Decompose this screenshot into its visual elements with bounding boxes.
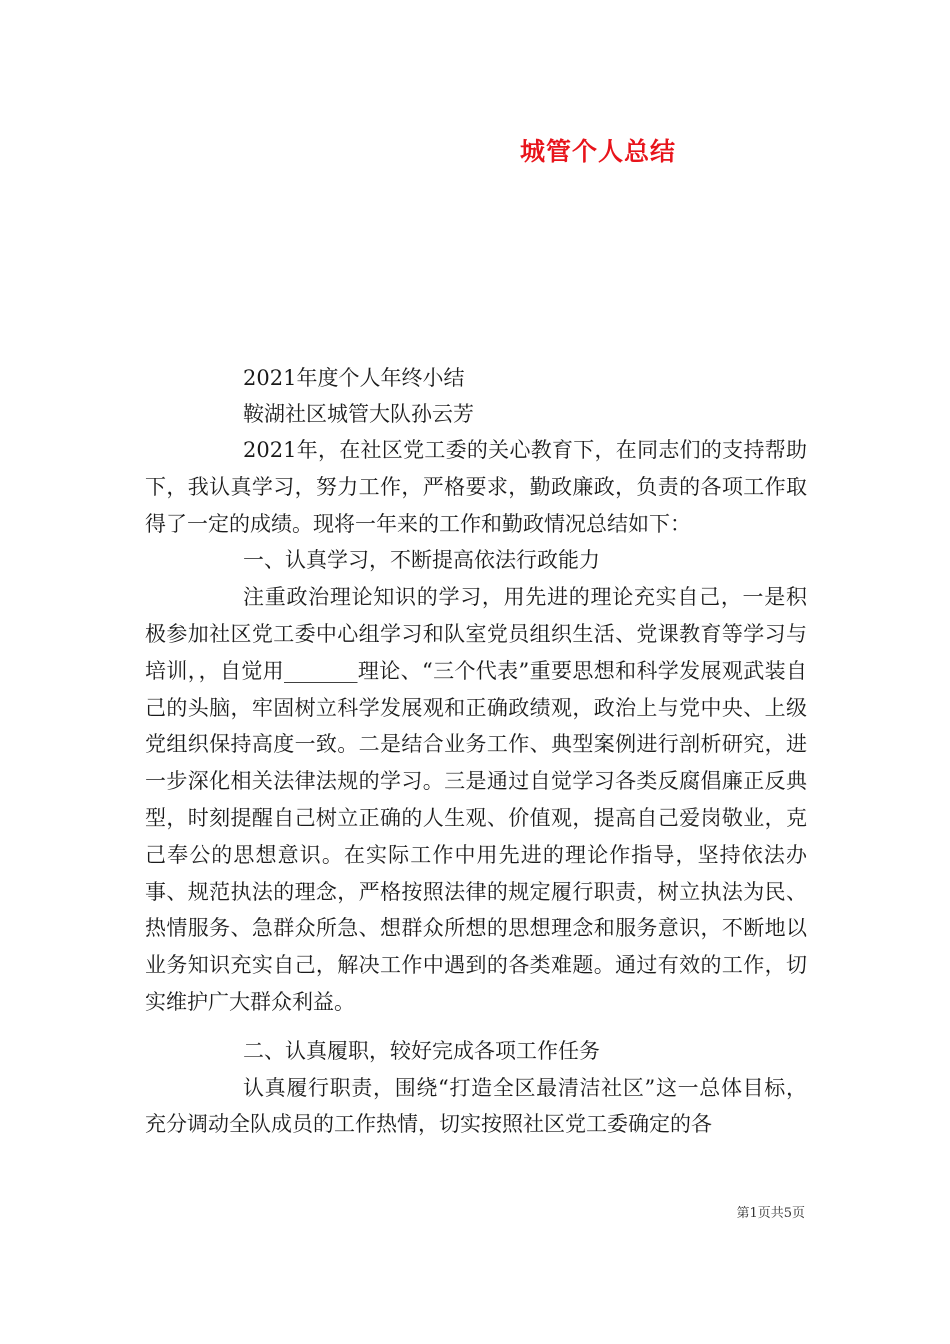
section-1-paragraph: 注重政治理论知识的学习，用先进的理论充实自己，一是积极参加社区党工委中心组学习和队室党员组织生活、党课教育等学习与培训，，自觉用_______理论、“三个代表”重要思想和科学发展观武装自己的头脑，牢固树立科学发展观和正确政绩观，政治上与党中央、上级党组织保持高度一致。二是结合业务工作、典型案例进行剖析研究，进一步深化相关法律法规的学习。三是通过自觉学习各类反腐倡廉正反典型，时刻提醒自己树立正确的人生观、价值观，提高自己爱岗敬业，克己奉公的思想意识。在实际工作中用先进的理论作指导，坚持依法办事、规范执法的理念，严格按照法律的规定履行职责，树立执法为民、热情服务、急群众所急、想群众所想的思想理念和服务意识，不断地以业务知识充实自己，解决工作中遇到的各类难题。通过有效的工作，切实维护广大群众利益。 xyxy=(145,585,807,1014)
section-1-heading: 一、认真学习，不断提高依法行政能力 xyxy=(243,548,600,573)
section-2-paragraph: 认真履行职责，围绕“打造全区最清洁社区”这一总体目标，充分调动全队成员的工作热情，切实按照社区党工委确定的各 xyxy=(145,1075,807,1137)
author-line: 鞍湖社区城管大队孙云芳 xyxy=(243,402,474,426)
page-number-footer: 第1页共5页 xyxy=(736,1206,805,1221)
intro-paragraph: 2021年，在社区党工委的关心教育下，在同志们的支持帮助下，我认真学习，努力工作，严格要求，勤政廉政，负责的各项工作取得了一定的成绩。现将一年来的工作和勤政情况总结如下： xyxy=(145,438,807,536)
document-title: 城管个人总结 xyxy=(520,137,677,166)
subtitle-year: 2021年度个人年终小结 xyxy=(243,366,465,390)
section-2-heading: 二、认真履职，较好完成各项工作任务 xyxy=(243,1038,600,1063)
document-body xyxy=(145,360,807,1143)
